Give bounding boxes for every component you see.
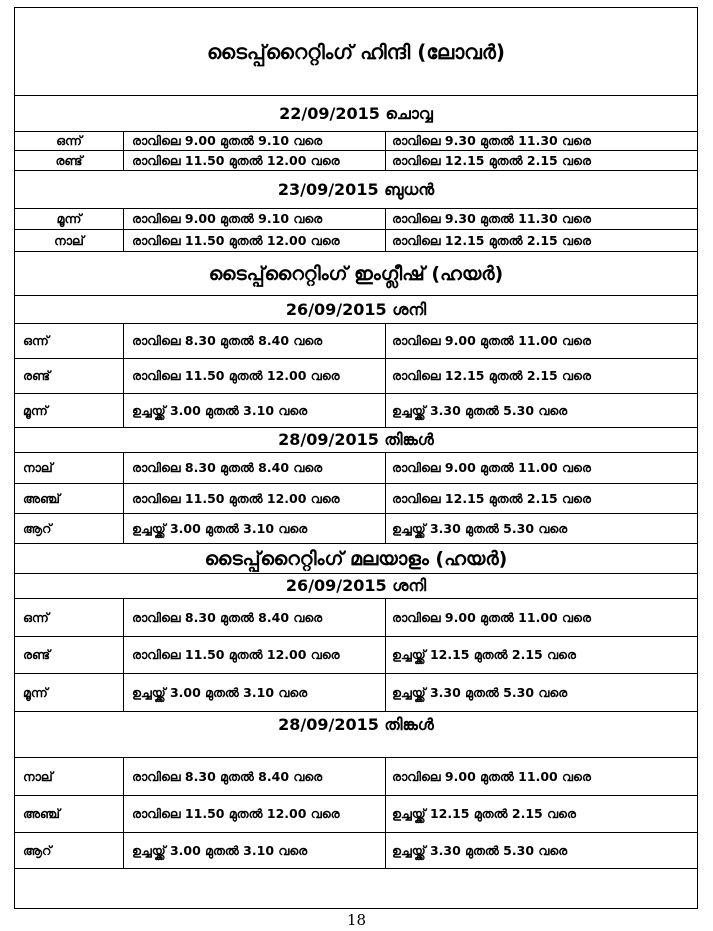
slot1-cell: രാവിലെ 11.50 മുതൽ 12.00 വരെ [123,230,385,251]
section-heading-text: ടൈപ്പ്‌റൈറ്റിംഗ് മലയാളം (ഹയർ) [204,547,508,570]
table-row [15,636,697,673]
table-row [15,598,697,636]
date-header [15,711,697,757]
date-header [15,573,697,598]
batch-cell: രണ്ട് [23,368,51,383]
slot1-cell: രാവിലെ 11.50 മുതൽ 12.00 വരെ [123,359,385,393]
slot2-cell: രാവിലെ 12.15 മുതൽ 2.15 വരെ [385,359,697,393]
table-row [15,131,697,150]
slot2-cell: രാവിലെ 9.00 മുതൽ 11.00 വരെ [385,599,697,636]
slot2-cell: ഉച്ചയ്ക്ക് 12.15 മുതൽ 2.15 വരെ [385,637,697,673]
slot2-cell: രാവിലെ 9.00 മുതൽ 11.00 വരെ [385,453,697,483]
slot2-cell: രാവിലെ 12.15 മുതൽ 2.15 വരെ [385,230,697,251]
slot1-cell: രാവിലെ 11.50 മുതൽ 12.00 വരെ [123,637,385,673]
slot1-cell: രാവിലെ 11.50 മുതൽ 12.00 വരെ [123,484,385,513]
section-heading [15,251,697,295]
table-row [15,393,697,427]
slot1-cell: രാവിലെ 8.30 മുതൽ 8.40 വരെ [123,453,385,483]
slot2-cell: രാവിലെ 12.15 മുതൽ 2.15 വരെ [385,151,697,170]
empty-footer-row [15,868,697,908]
date-header [15,170,697,208]
date-header [15,95,697,131]
schedule-table [14,7,698,909]
slot1-cell: രാവിലെ 9.00 മുതൽ 9.10 വരെ [123,209,385,229]
table-row [15,483,697,513]
batch-cell: ഒന്ന് [23,609,49,625]
slot2-cell: രാവിലെ 9.30 മുതൽ 11.30 വരെ [385,209,697,229]
batch-cell: രണ്ട് [23,647,51,662]
slot2-cell: ഉച്ചയ്ക്ക് 3.30 മുതൽ 5.30 വരെ [385,394,697,427]
batch-cell: അഞ്ച് [23,490,60,506]
slot2-cell: രാവിലെ 9.30 മുതൽ 11.30 വരെ [385,132,697,150]
table-row [15,673,697,711]
table-row [15,795,697,832]
date-header [15,427,697,452]
batch-cell: മൂന്ന് [23,402,48,418]
slot1-cell: ഉച്ചയ്ക്ക് 3.00 മുതൽ 3.10 വരെ [123,674,385,711]
batch-cell: അഞ്ച് [23,806,60,821]
slot1-cell: രാവിലെ 9.00 മുതൽ 9.10 വരെ [123,132,385,150]
slot2-cell: ഉച്ചയ്ക്ക് 3.30 മുതൽ 5.30 വരെ [385,833,697,868]
slot1-cell: രാവിലെ 11.50 മുതൽ 12.00 വരെ [123,796,385,832]
slot2-cell: രാവിലെ 9.00 മുതൽ 11.00 വരെ [385,324,697,358]
slot2-cell: ഉച്ചയ്ക്ക് 3.30 മുതൽ 5.30 വരെ [385,514,697,543]
date-text: 26/09/2015 ശനി [285,299,427,319]
section-heading [15,543,697,573]
date-header [15,295,697,323]
batch-cell: രണ്ട് [55,152,83,168]
batch-cell: നാല് [54,232,84,248]
title-text: ടൈപ്പ്‌റൈറ്റിംഗ് ഹിന്ദി (ലോവർ) [207,39,505,64]
date-text: 26/09/2015 ശനി [285,576,427,595]
batch-cell: നാല് [23,768,53,784]
slot1-cell: ഉച്ചയ്ക്ക് 3.00 മുതൽ 3.10 വരെ [123,833,385,868]
slot2-cell: ഉച്ചയ്ക്ക് 3.30 മുതൽ 5.30 വരെ [385,674,697,711]
slot2-cell: രാവിലെ 9.00 മുതൽ 11.00 വരെ [385,758,697,795]
date-text: 28/09/2015 തിങ്കൾ [278,430,434,449]
table-row [15,229,697,251]
date-text: 28/09/2015 തിങ്കൾ [278,715,434,734]
table-row [15,452,697,483]
slot2-cell: ഉച്ചയ്ക്ക് 12.15 മുതൽ 2.15 വരെ [385,796,697,832]
table-row [15,208,697,229]
section-heading-text: ടൈപ്പ്‌റൈറ്റിംഗ് ഇംഗ്ലീഷ് (ഹയർ) [208,262,504,285]
slot1-cell: ഉച്ചയ്ക്ക് 3.00 മുതൽ 3.10 വരെ [123,514,385,543]
page-number: 18 [346,911,367,929]
table-row [15,832,697,868]
date-text: 22/09/2015 ചൊവ്വ [279,103,433,123]
batch-cell: മൂന്ന് [56,211,82,226]
table-row [15,323,697,358]
batch-cell: ഒന്ന് [23,333,49,348]
slot1-cell: ഉച്ചയ്ക്ക് 3.00 മുതൽ 3.10 വരെ [123,394,385,427]
batch-cell: ആറ് [23,842,52,858]
table-row [15,358,697,393]
batch-cell: ആറ് [23,520,52,536]
slot2-cell: രാവിലെ 12.15 മുതൽ 2.15 വരെ [385,484,697,513]
batch-cell: നാല് [23,460,53,475]
table-row [15,757,697,795]
batch-cell: മൂന്ന് [23,684,48,700]
date-text: 23/09/2015 ബുധൻ [277,179,435,199]
batch-cell: ഒന്ന് [56,133,82,148]
page-title [15,8,697,95]
table-row [15,513,697,543]
slot1-cell: രാവിലെ 8.30 മുതൽ 8.40 വരെ [123,599,385,636]
slot1-cell: രാവിലെ 8.30 മുതൽ 8.40 വരെ [123,324,385,358]
slot1-cell: രാവിലെ 8.30 മുതൽ 8.40 വരെ [123,758,385,795]
slot1-cell: രാവിലെ 11.50 മുതൽ 12.00 വരെ [123,151,385,170]
table-row [15,150,697,170]
